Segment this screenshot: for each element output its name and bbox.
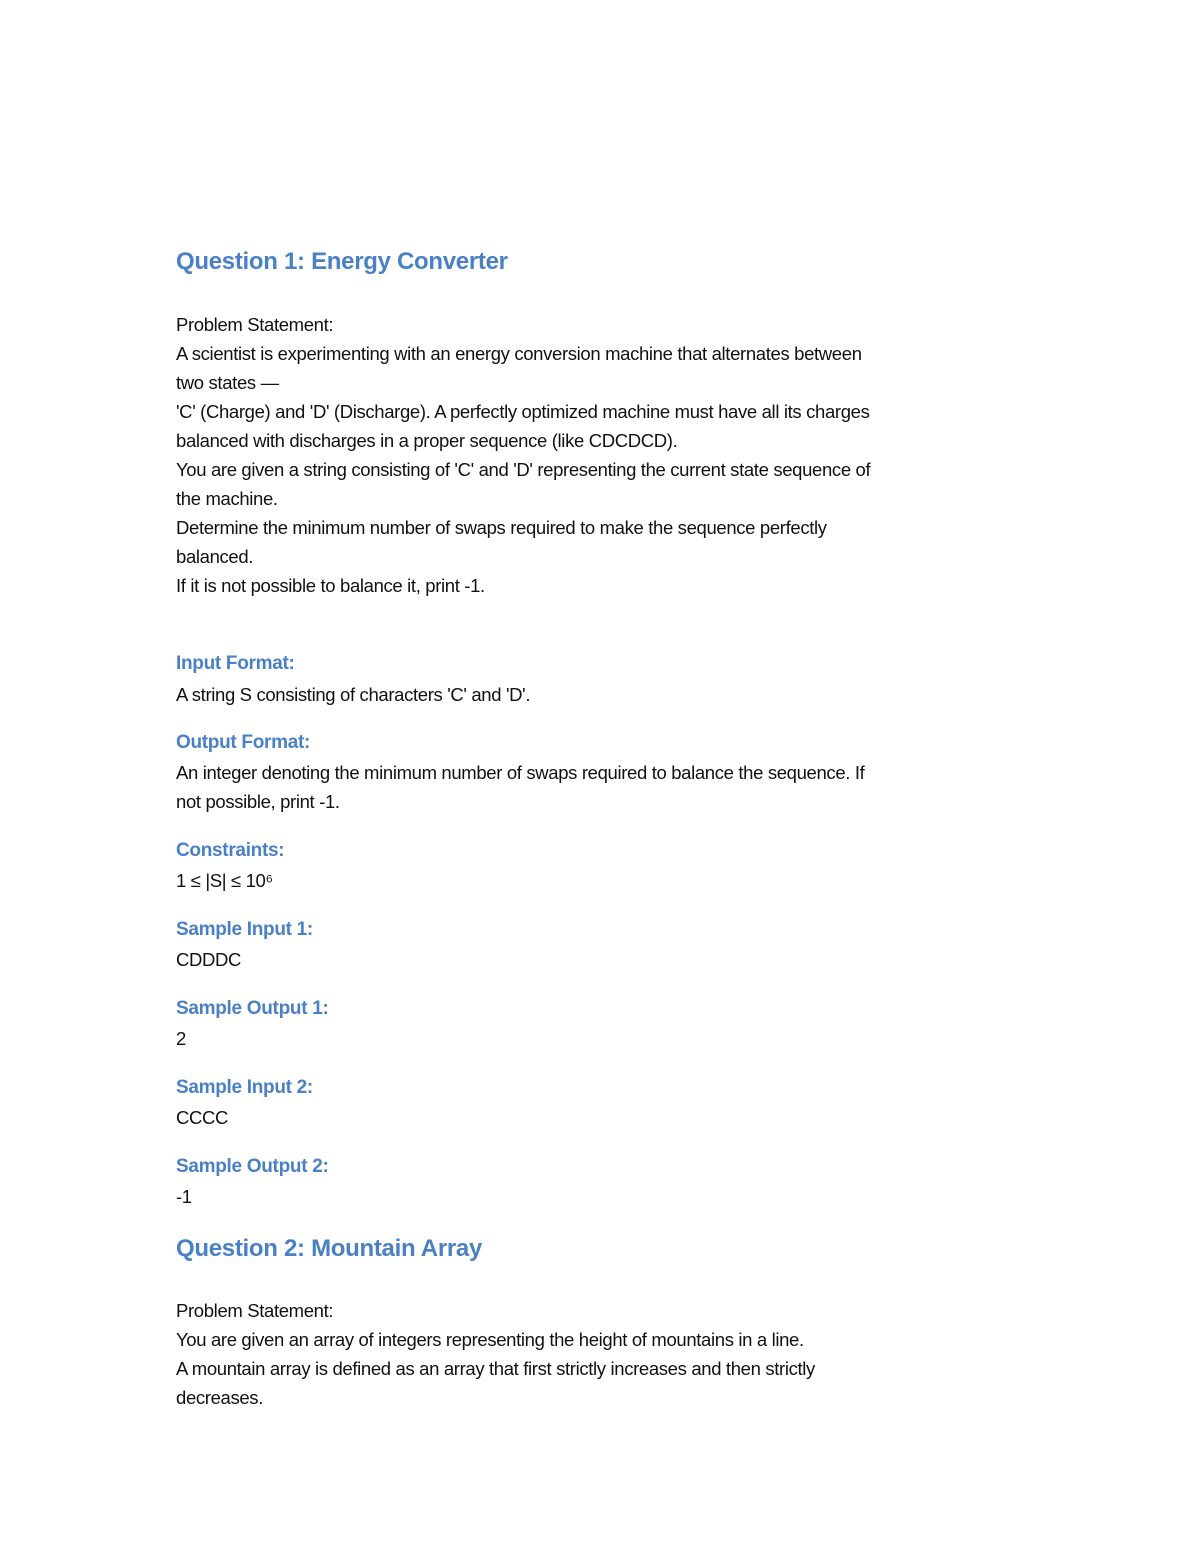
- q1-statement-line: 'C' (Charge) and 'D' (Discharge). A perfectly optimized machine must have all its charges: [176, 401, 870, 422]
- q1-statement-line: A scientist is experimenting with an energy conversion machine that alternates between: [176, 343, 862, 364]
- q2-statement-line: You are given an array of integers representing the height of mountains in a line.: [176, 1329, 804, 1350]
- q1-input-format-heading: Input Format:: [176, 653, 295, 674]
- question-2-title: Question 2: Mountain Array: [176, 1235, 483, 1262]
- q1-statement-line: You are given a string consisting of 'C' and 'D' representing the current state sequence of: [176, 459, 871, 480]
- q1-statement-line: balanced.: [176, 546, 254, 567]
- q1-output-format-line: not possible, print -1.: [176, 791, 340, 812]
- q1-sample-input-2-heading: Sample Input 2:: [176, 1077, 313, 1098]
- q1-constraints-heading: Constraints:: [176, 840, 285, 861]
- q1-sample-input-1-value: CDDDC: [176, 949, 242, 970]
- q1-sample-output-2-value: -1: [176, 1186, 192, 1207]
- question-1-title: Question 1: Energy Converter: [176, 248, 508, 275]
- q1-statement-line: Determine the minimum number of swaps required to make the sequence perfectly: [176, 517, 827, 538]
- q1-statement-line: balanced with discharges in a proper sequence (like CDCDCD).: [176, 430, 678, 451]
- q1-sample-output-1-value: 2: [176, 1028, 186, 1049]
- q1-sample-input-2-value: CCCC: [176, 1107, 229, 1128]
- q1-statement-line: If it is not possible to balance it, print -1.: [176, 575, 485, 596]
- q1-sample-output-1-heading: Sample Output 1:: [176, 998, 329, 1019]
- q2-statement-line: decreases.: [176, 1387, 263, 1408]
- q1-statement-line: two states —: [176, 372, 279, 393]
- q1-sample-input-1-heading: Sample Input 1:: [176, 919, 313, 940]
- q1-output-format-line: An integer denoting the minimum number of swaps required to balance the sequence. If: [176, 762, 865, 783]
- q1-statement-line: the machine.: [176, 488, 278, 509]
- q2-problem-label: Problem Statement:: [176, 1300, 334, 1321]
- q1-output-format-heading: Output Format:: [176, 732, 311, 753]
- q2-statement-line: A mountain array is defined as an array that first strictly increases and then strictly: [176, 1358, 815, 1379]
- q1-sample-output-2-heading: Sample Output 2:: [176, 1156, 329, 1177]
- q1-input-format-text: A string S consisting of characters 'C' and 'D'.: [176, 684, 531, 705]
- q1-constraints-text: 1 ≤ |S| ≤ 10⁶: [176, 870, 273, 891]
- q1-problem-label: Problem Statement:: [176, 314, 334, 335]
